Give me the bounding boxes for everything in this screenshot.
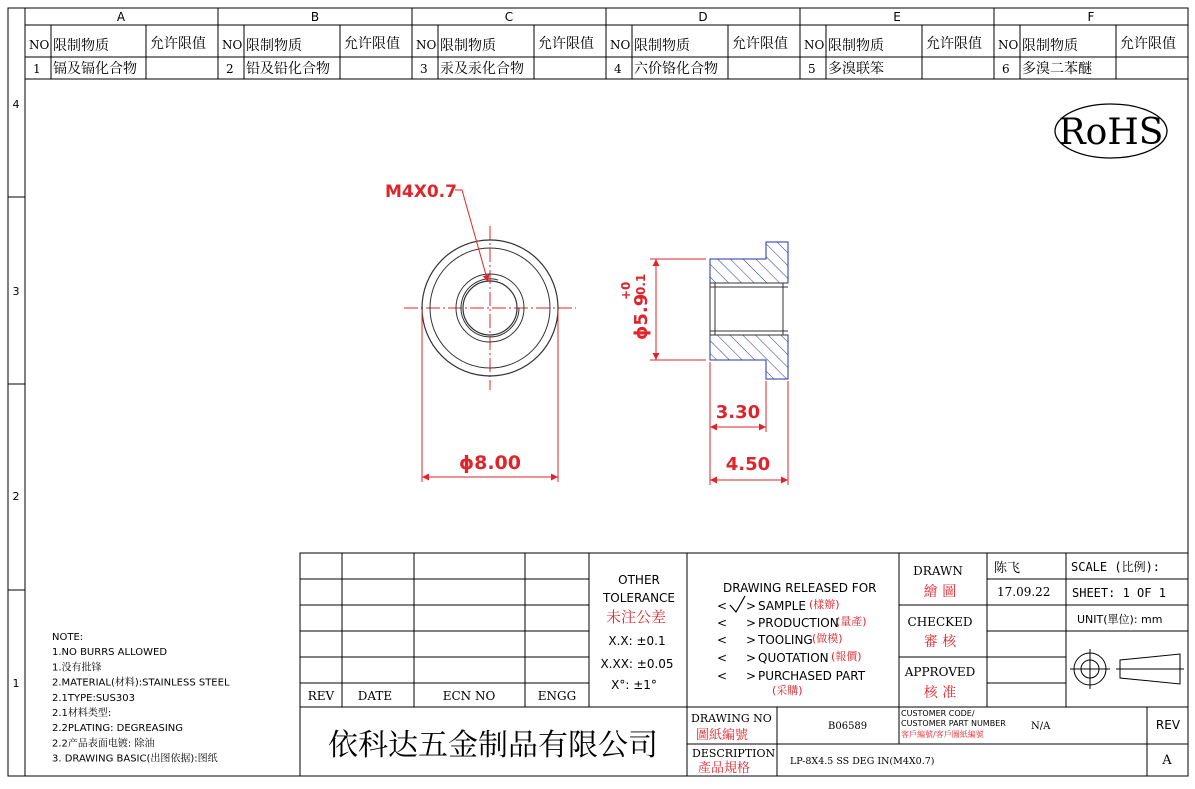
customer-part-label: CUSTOMER PART NUMBER [901, 719, 1006, 728]
release-quotation-cn: (報價) [831, 650, 862, 663]
section-bottom-wall [710, 335, 788, 379]
substance-name-header: 限制物质 [828, 38, 884, 54]
substance-name-header: 限制物质 [440, 38, 496, 54]
ecn-header: ECN NO [442, 689, 496, 703]
substance-no-4: 4 [614, 62, 622, 76]
substance-limit-header: 允许限值 [1120, 36, 1176, 52]
substance-no-5: 5 [808, 62, 816, 76]
release-quotation[interactable]: QUOTATION [758, 651, 829, 665]
zone-col-c: C [504, 10, 514, 24]
bracket-5: < [717, 669, 728, 683]
bracket-1b: > [746, 599, 757, 613]
substance-name-6: 多溴二苯醚 [1022, 61, 1092, 77]
zone-row-1: 1 [12, 677, 20, 690]
release-tooling[interactable]: TOOLING [758, 633, 813, 647]
thread-leader [455, 190, 488, 282]
bracket-5b: > [746, 669, 757, 683]
unit-label: UNIT(單位): mm [1077, 613, 1163, 626]
zone-row-2: 2 [12, 490, 20, 503]
substance-name-header: 限制物质 [246, 38, 302, 54]
tolerance-1: X.X: ±0.1 [608, 634, 666, 648]
description-cn: 產品規格 [698, 761, 751, 776]
substance-name-1: 镉及镉化合物 [53, 61, 137, 77]
inner-length-label: 3.30 [715, 402, 761, 423]
bore-tol-upper: +0 [619, 281, 633, 300]
release-sample-cn: (樣辦) [809, 598, 840, 611]
other-label: OTHER [618, 573, 660, 587]
bore-label: ϕ5.9 [631, 293, 652, 340]
tolerance-cn: 未注公差 [605, 608, 667, 626]
side-section-view [710, 242, 788, 379]
released-title: DRAWING RELEASED FOR [723, 581, 877, 595]
drawn-label: DRAWN [913, 564, 963, 578]
approvals [904, 564, 976, 701]
thread-callout: M4X0.7 [385, 182, 457, 202]
note-line: 2.1材料类型: [52, 708, 112, 719]
note-line: 3. DRAWING BASIC(出图依据):图纸 [52, 753, 218, 765]
substance-no-header: NO [416, 38, 437, 52]
bracket-4b: > [746, 651, 757, 665]
release-production-cn: (量產) [836, 615, 867, 628]
company-name: 依科达五金制品有限公司 [328, 728, 658, 763]
tolerance-label: TOLERANCE [602, 591, 676, 605]
substance-no-header: NO [804, 38, 825, 52]
section-top-wall [710, 242, 788, 283]
drawn-cn: 繪 圖 [923, 584, 957, 600]
substance-no-header: NO [222, 38, 243, 52]
zone-column-dividers [218, 8, 994, 25]
rev-value: A [1162, 753, 1172, 768]
release-production[interactable]: PRODUCTION [758, 616, 839, 630]
projection-symbol-icon [1070, 649, 1184, 689]
zone-row-labels [13, 98, 20, 690]
zone-row-dividers [8, 197, 25, 590]
rev-label: REV [1155, 718, 1181, 732]
notes-block [52, 632, 230, 765]
sheet-border [8, 8, 1188, 776]
approved-cn: 核 准 [923, 685, 957, 701]
note-line: 1.NO BURRS ALLOWED [52, 647, 168, 659]
drawing-no-cn: 圖紙編號 [696, 728, 749, 743]
description-value: LP-8X4.5 SS DEG IN(M4X0.7) [790, 756, 935, 767]
substance-no-2: 2 [226, 62, 234, 76]
zone-row-4: 4 [12, 98, 20, 111]
substances-grid [25, 25, 1188, 79]
front-view [404, 226, 576, 390]
release-purchased-cn: (采購) [772, 684, 803, 697]
substance-name-3: 汞及汞化合物 [440, 61, 524, 77]
customer-cn-label: 客戶編號/客戶圖紙編號 [901, 730, 984, 739]
engg-header: ENGG [537, 689, 577, 703]
total-length-label: 4.50 [725, 454, 771, 475]
zone-col-f: F [1087, 10, 1095, 24]
zone-col-a: A [116, 10, 126, 24]
substance-limit-header: 允许限值 [926, 36, 982, 52]
rev-header: REV [307, 689, 335, 703]
substance-no-3: 3 [420, 62, 428, 76]
note-line: 2.1TYPE:SUS303 [52, 692, 135, 704]
substance-no-header: NO [610, 38, 631, 52]
revision-headers [308, 689, 576, 703]
note-line: 2.MATERIAL(材料):STAINLESS STEEL [52, 677, 230, 689]
substance-no-header: NO [29, 38, 50, 52]
rohs-badge: RoHS [1058, 112, 1164, 153]
substance-no-6: 6 [1002, 62, 1010, 76]
substance-name-2: 铅及铅化合物 [246, 61, 330, 77]
scale-label: SCALE (比例): [1071, 560, 1161, 574]
drawn-date: 17.09.22 [997, 585, 1051, 599]
bracket-1: < [717, 599, 728, 613]
zone-row-3: 3 [12, 285, 20, 298]
zone-col-e: E [893, 10, 901, 24]
bore-tol-lower: -0.1 [634, 273, 648, 300]
release-sample[interactable]: SAMPLE [758, 599, 806, 613]
sample-checkmark [730, 596, 745, 612]
bracket-2b: > [746, 616, 757, 630]
diameter-label: ϕ8.00 [458, 452, 522, 474]
checked-cn: 審 核 [923, 634, 957, 650]
substance-name-header: 限制物质 [634, 38, 690, 54]
note-line: 1.没有批锋 [52, 662, 102, 674]
substance-limit-header: 允许限值 [732, 36, 788, 52]
substance-limit-header: 允许限值 [150, 36, 206, 52]
tolerance-3: X°: ±1° [611, 678, 657, 692]
sheet-label: SHEET: 1 OF 1 [1072, 586, 1166, 600]
substance-name-5: 多溴联笨 [828, 61, 884, 77]
customer-code-label: CUSTOMER CODE/ [901, 709, 975, 718]
other-tolerance [600, 573, 675, 692]
description-label: DESCRIPTION [692, 747, 776, 760]
zone-col-b: B [310, 10, 320, 24]
bracket-3: < [717, 633, 728, 647]
drawn-by: 陈飞 [994, 561, 1021, 576]
substance-limit-header: 允许限值 [344, 36, 400, 52]
substance-name-4: 六价铬化合物 [634, 61, 718, 77]
zone-col-d: D [698, 10, 708, 24]
tolerance-2: X.XX: ±0.05 [600, 657, 674, 671]
release-tooling-cn: (做模) [812, 632, 843, 645]
checked-label: CHECKED [907, 615, 973, 629]
note-line: 2.2产品表面电镀: 除油 [52, 738, 155, 750]
drawing-no-label: DRAWING NO [691, 712, 772, 725]
release-purchased[interactable]: PURCHASED PART [758, 669, 866, 683]
substance-limit-header: 允许限值 [538, 36, 594, 52]
substance-name-header: 限制物质 [53, 38, 109, 54]
approved-label: APPROVED [904, 665, 976, 679]
bore-dimension [650, 259, 706, 360]
note-line: 2.2PLATING: DEGREASING [52, 723, 184, 735]
bracket-2: < [717, 616, 728, 630]
substance-no-1: 1 [33, 62, 41, 76]
bracket-3b: > [746, 633, 757, 647]
substance-name-header: 限制物质 [1022, 38, 1078, 54]
bracket-4: < [717, 651, 728, 665]
bore-label-group [619, 274, 652, 340]
release-status [717, 581, 876, 697]
note-line: NOTE: [52, 632, 84, 643]
customer-part-value: N/A [1031, 721, 1051, 732]
date-header: DATE [357, 689, 393, 703]
substance-no-header: NO [998, 38, 1019, 52]
drawing-no-value: B06589 [828, 721, 868, 732]
